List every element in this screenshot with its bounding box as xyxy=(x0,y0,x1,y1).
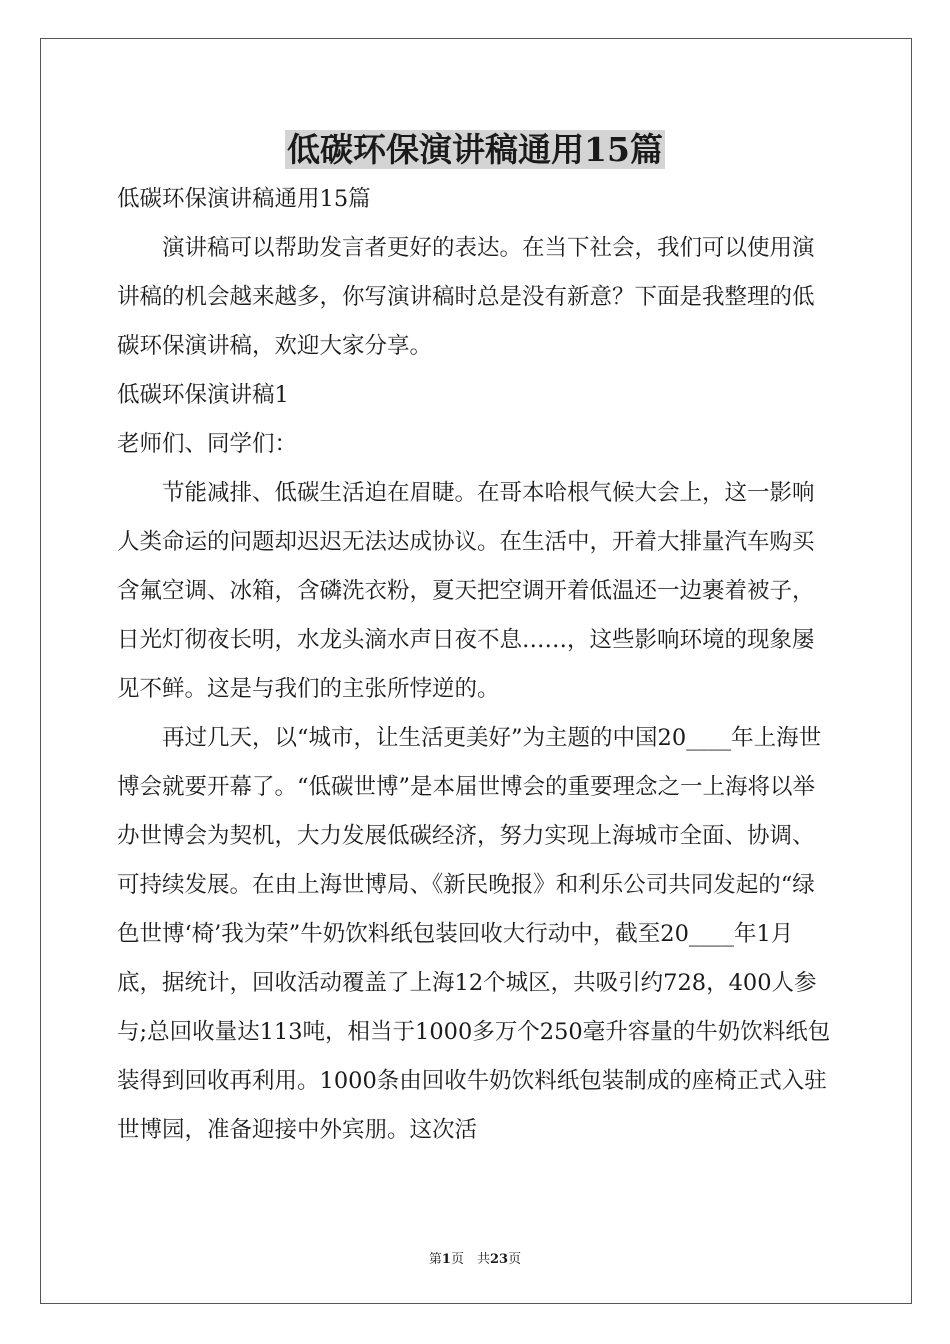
footer-page-mid: 页 共 xyxy=(450,1252,490,1267)
body-paragraph-2: 再过几天，以“城市，让生活更美好”为主题的中国20____年上海世博会就要开幕了。“低碳世博”是本届世博会的重要理念之一上海将以举办世博会为契机，大力发展低碳经济，努力实现上海城市全面、协调、可持续发展。在由上海世博局、《新民晚报》和利乐公司共同发起的“绿色世博‘椅’我为荣”牛奶饮料纸包装回收大行动中，截至20____年1月底，据统计，回收活动覆盖了上海12个城区，共吸引约728，400人参与;总回收量达113吨，相当于1000多万个250毫升容量的牛奶饮料纸包装得到回收再利用。1000条由回收牛奶饮料纸包装制成的座椅正式入驻世博园，准备迎接中外宾朋。这次活 xyxy=(117,725,831,1143)
document-title-text: 低碳环保演讲稿通用15篇 xyxy=(287,130,663,169)
footer-page-suffix: 页 xyxy=(508,1252,522,1267)
footer-page-prefix: 第 xyxy=(428,1252,442,1267)
body-paragraph-1: 节能减排、低碳生活迫在眉睫。在哥本哈根气候大会上，这一影响人类命运的问题却迟迟无法达成协议。在生活中，开着大排量汽车购买含氟空调、冰箱，含磷洗衣粉，夏天把空调开着低温还一边裹着被子，日光灯彻夜长明，水龙头滴水声日夜不息……，这些影响环境的现象屡见不鲜。这是与我们的主张所悖逆的。 xyxy=(117,480,815,702)
greeting: 老师们、同学们： xyxy=(117,431,298,457)
section-heading: 低碳环保演讲稿1 xyxy=(117,382,289,408)
document-subtitle: 低碳环保演讲稿通用15篇 xyxy=(117,186,371,212)
intro-paragraph: 演讲稿可以帮助发言者更好的表达。在当下社会，我们可以使用演讲稿的机会越来越多，你写演讲稿时总是没有新意？下面是我整理的低碳环保演讲稿，欢迎大家分享。 xyxy=(117,235,815,359)
page-footer xyxy=(0,1250,950,1270)
document-body xyxy=(117,175,833,1155)
footer-page-total: 23 xyxy=(489,1252,509,1267)
document-title xyxy=(0,122,950,178)
footer-page-number: 1 xyxy=(441,1252,451,1267)
